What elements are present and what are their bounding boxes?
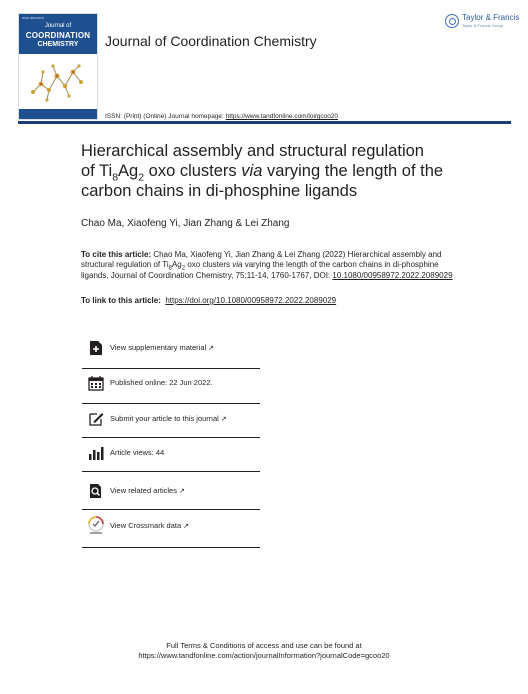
journal-homepage-link[interactable]: https://www.tandfonline.com/loi/gcoo20 <box>225 113 339 120</box>
footer-journal-info-link[interactable]: https://www.tandfonline.com/action/journalInformation?journalCode=gcoo20 <box>138 650 390 660</box>
taylor-francis-logo[interactable] <box>445 12 523 34</box>
terms-footer <box>0 641 528 660</box>
header-divider <box>18 121 511 124</box>
citation-block: To cite this article: Chao Ma, Xiaofeng Yi, Jian Zhang & Lei Zhang (2022) Hierarchical assembly and structural regulation of $Ti_8Ag_2$ oxo clusters via varying the length of the carbon chains in di-phosphine ligands, Journal of Coordination Chemistry, 75:11-14, 1760-1767, DOI: 10.1080/00958972.2022.2089029 <box>81 250 453 280</box>
cover-title-line1: Journal of <box>44 23 72 29</box>
published-date-item <box>88 373 260 397</box>
citation-label: To cite this article: <box>81 250 152 259</box>
article-title-line3: carbon chains in di-phosphine ligands <box>81 182 358 200</box>
article-views-item <box>88 443 260 467</box>
author-list: Chao Ma, Xiaofeng Yi, Jian Zhang & Lei Zhang <box>81 218 290 229</box>
footer-line1: Full Terms & Conditions of access and use can be found at <box>166 641 362 650</box>
article-title-line1: Hierarchical assembly and structural regulation <box>81 142 424 160</box>
edit-pencil-icon <box>88 411 104 427</box>
external-link-icon: ↗ <box>208 345 215 352</box>
magnifier-document-icon <box>88 483 104 499</box>
article-title <box>81 141 481 201</box>
action-divider <box>82 509 260 510</box>
view-supplementary-link[interactable] <box>88 338 260 362</box>
action-label: Published online: 22 Jun 2022. <box>110 378 213 387</box>
issn-text: ISSN: (Print) (Online) Journal homepage: <box>105 113 226 120</box>
action-label: View supplementary material <box>110 343 207 352</box>
action-divider <box>82 368 260 369</box>
action-divider <box>82 403 260 404</box>
cover-footer-band <box>19 109 97 119</box>
publisher-logo-icon <box>445 14 459 28</box>
cover-title-line3: CHEMISTRY <box>37 41 79 48</box>
article-title-line2: of $Ti_8Ag_2$ oxo clusters via varying the length of the <box>81 162 444 184</box>
external-link-icon: ↗ <box>178 488 185 495</box>
external-link-icon: ↗ <box>220 416 227 423</box>
submit-article-link[interactable] <box>88 409 260 433</box>
citation-doi-link[interactable]: 10.1080/00958972.2022.2089029 <box>332 270 453 280</box>
supplementary-plus-icon <box>88 340 104 356</box>
publisher-subname: Taylor & Francis Group <box>462 23 503 28</box>
view-crossmark-link[interactable] <box>88 516 260 540</box>
action-label: View Crossmark data <box>110 521 182 530</box>
cover-banner <box>19 14 97 54</box>
article-doi-link[interactable]: https://doi.org/10.1080/00958972.2022.2089029 <box>165 296 337 305</box>
bar-chart-icon <box>88 445 104 461</box>
calendar-icon <box>88 375 104 391</box>
article-link-line <box>81 296 336 305</box>
issn-line <box>105 113 338 120</box>
action-divider <box>82 437 260 438</box>
journal-title: Journal of Coordination Chemistry <box>105 33 317 49</box>
crossmark-icon <box>88 516 104 536</box>
action-label: Submit your article to this journal <box>110 414 219 423</box>
action-divider <box>82 547 260 548</box>
action-divider <box>82 471 260 472</box>
cover-small-text: ISSN 0095-8972 <box>22 16 45 20</box>
journal-cover-image <box>18 13 98 120</box>
action-label: Article views: 44 <box>110 448 165 457</box>
publisher-name: Taylor & Francis <box>462 13 520 22</box>
external-link-icon: ↗ <box>183 523 190 530</box>
action-label: View related articles <box>110 486 177 495</box>
cover-title-line2: COORDINATION <box>25 31 91 40</box>
view-related-articles-link[interactable] <box>88 481 260 505</box>
molecule-illustration-icon <box>29 62 87 104</box>
link-label: To link to this article: <box>81 296 161 305</box>
